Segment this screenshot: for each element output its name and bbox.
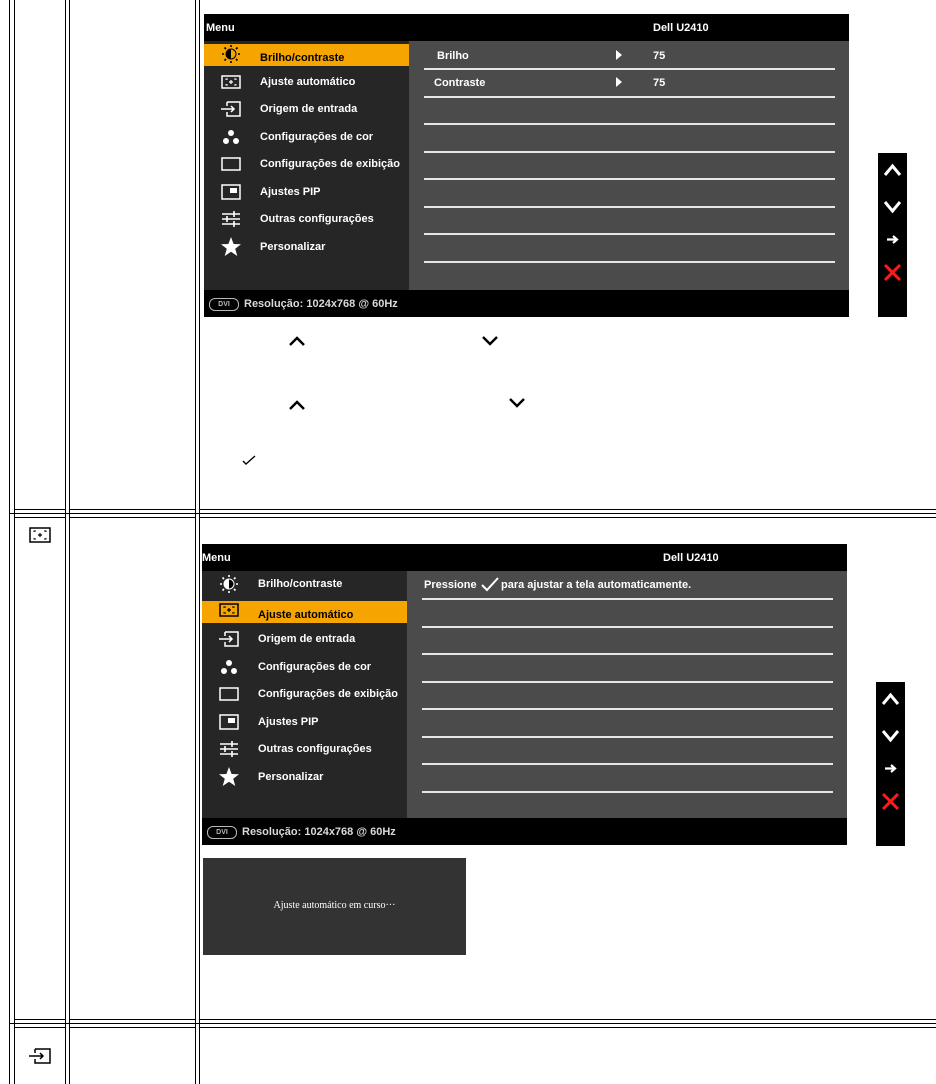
other-settings-icon — [220, 209, 242, 229]
menu-item-label: Origem de entrada — [260, 103, 358, 115]
input-source-icon — [218, 629, 240, 649]
monitor-buttons-panel — [876, 682, 905, 846]
divider — [424, 123, 835, 125]
divider — [422, 736, 833, 738]
auto-adjust-icon — [220, 72, 242, 92]
menu-item-label: Ajustes PIP — [260, 186, 321, 198]
menu-item-pip[interactable] — [204, 179, 409, 206]
menu-item-auto-adjust[interactable] — [202, 601, 407, 623]
table-border — [14, 0, 15, 1084]
menu-item-label: Personalizar — [258, 771, 324, 783]
right-arrow-icon[interactable] — [880, 758, 901, 779]
menu-item-display-settings[interactable] — [204, 151, 409, 178]
up-arrow-icon — [288, 335, 306, 347]
divider — [422, 763, 833, 765]
right-arrow-icon[interactable] — [882, 229, 903, 250]
divider — [422, 708, 833, 710]
osd-header — [202, 544, 847, 571]
menu-item-label: Origem de entrada — [258, 633, 356, 645]
display-settings-icon — [218, 684, 240, 704]
menu-item-pip[interactable] — [202, 709, 407, 736]
osd-menu-list — [204, 41, 409, 290]
resolution-text: Resolução: 1024x768 @ 60Hz — [244, 298, 398, 310]
resolution-text: Resolução: 1024x768 @ 60Hz — [242, 826, 396, 838]
menu-item-label: Configurações de cor — [258, 661, 372, 673]
osd-footer — [202, 818, 847, 845]
color-settings-icon — [218, 657, 240, 677]
table-border — [65, 0, 66, 1084]
osd-title: Menu — [202, 552, 231, 564]
table-border — [14, 1027, 66, 1028]
divider — [422, 681, 833, 683]
other-settings-icon — [218, 739, 240, 759]
down-arrow-icon — [508, 397, 526, 409]
menu-item-input-source[interactable] — [204, 96, 409, 123]
auto-adjust-message-end: para ajustar a tela automaticamente. — [501, 579, 692, 591]
table-border — [14, 1019, 66, 1020]
divider — [422, 598, 833, 600]
table-border — [199, 1027, 936, 1028]
menu-item-label: Outras configurações — [260, 213, 374, 225]
dvi-badge: DVI — [209, 298, 239, 311]
divider — [424, 178, 835, 180]
pip-icon — [218, 712, 240, 732]
setting-label-brightness: Brilho — [437, 50, 469, 62]
menu-item-color-settings[interactable] — [202, 654, 407, 681]
auto-adjust-progress-box — [203, 858, 466, 955]
down-arrow-icon[interactable] — [880, 725, 901, 746]
table-border — [69, 509, 196, 510]
table-border — [9, 1023, 936, 1024]
menu-item-input-source[interactable] — [202, 626, 407, 653]
exit-x-icon[interactable] — [882, 262, 903, 283]
osd-menu-list — [202, 571, 407, 820]
up-arrow-icon — [288, 399, 306, 411]
divider — [422, 626, 833, 628]
menu-item-personalize[interactable] — [204, 234, 409, 261]
osd-menu-auto-adjust — [202, 544, 847, 845]
input-source-icon — [220, 99, 242, 119]
up-arrow-icon[interactable] — [880, 689, 901, 710]
table-border — [199, 517, 936, 518]
auto-adjust-icon — [29, 527, 51, 543]
down-arrow-icon — [481, 335, 499, 347]
table-border — [9, 513, 936, 514]
osd-footer — [204, 290, 849, 317]
monitor-buttons-panel — [878, 153, 907, 317]
down-arrow-icon[interactable] — [882, 196, 903, 217]
input-source-icon — [28, 1048, 52, 1064]
exit-x-icon[interactable] — [880, 791, 901, 812]
table-border — [9, 0, 10, 1084]
divider — [424, 68, 835, 70]
menu-item-label: Ajustes PIP — [258, 716, 319, 728]
osd-header — [204, 14, 849, 41]
dvi-badge: DVI — [207, 826, 237, 839]
brightness-icon — [220, 44, 242, 64]
menu-item-personalize[interactable] — [202, 764, 407, 791]
display-settings-icon — [220, 154, 242, 174]
divider — [424, 151, 835, 153]
osd-model: Dell U2410 — [653, 22, 709, 34]
auto-adjust-progress-text: Ajuste automático em curso··· — [273, 900, 396, 911]
table-border — [69, 1027, 196, 1028]
table-border — [14, 509, 66, 510]
menu-item-label: Configurações de exibição — [260, 158, 400, 170]
divider — [424, 233, 835, 235]
menu-item-label: Configurações de cor — [260, 131, 374, 143]
osd-model: Dell U2410 — [663, 552, 719, 564]
setting-value-brightness[interactable]: 75 — [653, 50, 666, 62]
menu-item-auto-adjust[interactable] — [204, 69, 409, 96]
color-settings-icon — [220, 127, 242, 147]
divider — [424, 261, 835, 263]
table-border — [69, 0, 70, 1084]
menu-item-brightness-contrast[interactable] — [202, 571, 407, 598]
menu-item-display-settings[interactable] — [202, 681, 407, 708]
menu-item-label: Configurações de exibição — [258, 688, 398, 700]
play-arrow-icon — [614, 76, 624, 88]
osd-settings-panel — [407, 571, 847, 820]
menu-item-label: Ajuste automático — [258, 609, 354, 621]
table-border — [199, 1019, 936, 1020]
star-icon — [220, 237, 242, 257]
osd-settings-panel — [409, 41, 849, 290]
pip-icon — [220, 182, 242, 202]
menu-item-label: Brilho/contraste — [258, 578, 343, 590]
menu-item-label: Outras configurações — [258, 743, 372, 755]
table-border — [199, 0, 200, 1084]
setting-value-contrast[interactable]: 75 — [653, 77, 666, 89]
menu-item-color-settings[interactable] — [204, 124, 409, 151]
brightness-icon — [218, 574, 240, 594]
menu-item-brightness-contrast[interactable] — [204, 44, 409, 66]
table-border — [69, 1019, 196, 1020]
table-border — [69, 517, 196, 518]
menu-item-label: Brilho/contraste — [260, 52, 345, 64]
up-arrow-icon[interactable] — [882, 160, 903, 181]
setting-label-contrast: Contraste — [434, 77, 486, 89]
auto-adjust-message-start: Pressione — [424, 579, 477, 591]
menu-item-label: Ajuste automático — [260, 76, 356, 88]
star-icon — [218, 767, 240, 787]
checkmark-icon — [480, 576, 500, 592]
divider — [424, 206, 835, 208]
divider — [424, 96, 835, 98]
menu-item-other-settings[interactable] — [202, 736, 407, 763]
menu-item-label: Personalizar — [260, 241, 326, 253]
table-border — [14, 517, 66, 518]
table-border — [195, 0, 196, 1084]
osd-title: Menu — [206, 22, 235, 34]
osd-menu-brightness — [204, 14, 849, 317]
divider — [422, 791, 833, 793]
play-arrow-icon — [614, 49, 624, 61]
checkmark-icon — [241, 454, 259, 466]
divider — [422, 653, 833, 655]
table-border — [199, 509, 936, 510]
menu-item-other-settings[interactable] — [204, 206, 409, 233]
auto-adjust-icon — [218, 601, 240, 621]
